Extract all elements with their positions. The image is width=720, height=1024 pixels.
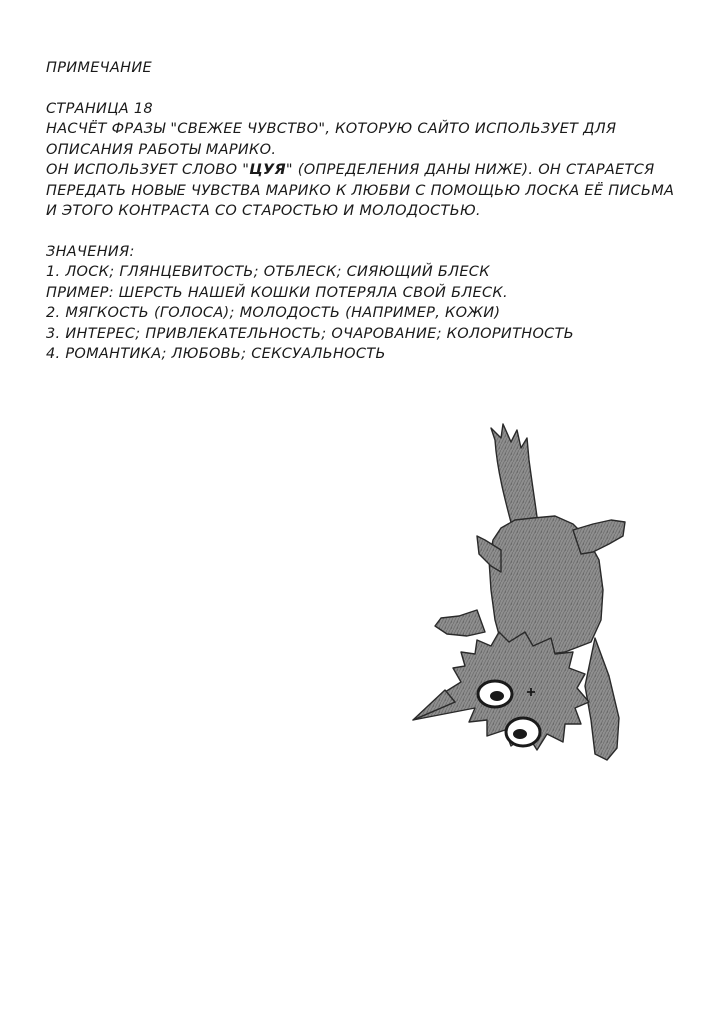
cat-tail [491, 424, 539, 532]
cat-back-leg [573, 520, 625, 554]
cat-pupil-left [490, 691, 504, 701]
meaning-item: 3. ИНТЕРЕС; ПРИВЛЕКАТЕЛЬНОСТЬ; ОЧАРОВАНИЕ; КОЛОРИТНОСТЬ [46, 325, 574, 342]
note-heading: ПРИМЕЧАНИЕ [46, 60, 152, 76]
note-line-5: И ЭТОГО КОНТРАСТА СО СТАРОСТЬЮ И МОЛОДОСТЬЮ. [46, 203, 481, 219]
meaning-item: ПРИМЕР: ШЕРСТЬ НАШЕЙ КОШКИ ПОТЕРЯЛА СВОЙ БЛЕСК. [46, 284, 508, 301]
page-reference: СТРАНИЦА 18 [46, 100, 153, 117]
note-line-3-end: " (ОПРЕДЕЛЕНИЯ ДАНЫ НИЖЕ). ОН СТАРАЕТСЯ [285, 162, 655, 178]
note-line-1: НАСЧЁТ ФРАЗЫ "СВЕЖЕЕ ЧУВСТВО", КОТОРУЮ САЙТО ИСПОЛЬЗУЕТ ДЛЯ [46, 121, 617, 137]
meaning-item: 1. ЛОСК; ГЛЯНЦЕВИТОСТЬ; ОТБЛЕСК; СИЯЮЩИЙ БЛЕСК [46, 264, 490, 280]
meaning-item: 4. РОМАНТИКА; ЛЮБОВЬ; СЕКСУАЛЬНОСТЬ [46, 346, 386, 362]
note-line-4: ПЕРЕДАТЬ НОВЫЕ ЧУВСТВА МАРИКО К ЛЮБВИ С ПОМОЩЬЮ ЛОСКА ЕЁ ПИСЬМА [46, 182, 675, 199]
cat-pupil-right [513, 729, 527, 739]
cat-front-leg [585, 638, 619, 760]
term-tsuya: ЦУЯ [249, 162, 286, 178]
cat-front-leg-left [435, 610, 485, 636]
meanings-heading: ЗНАЧЕНИЯ: [46, 243, 135, 260]
note-line-3-start: ОН ИСПОЛЬЗУЕТ СЛОВО " [46, 162, 250, 178]
meaning-item: 2. МЯГКОСТЬ (ГОЛОСА); МОЛОДОСТЬ (НАПРИМЕР, КОЖИ) [46, 305, 501, 321]
translator-note [46, 58, 686, 365]
fluffy-cat-icon [405, 420, 645, 800]
note-line-2: ОПИСАНИЯ РАБОТЫ МАРИКО. [46, 141, 277, 158]
note-line-3 [46, 160, 686, 181]
